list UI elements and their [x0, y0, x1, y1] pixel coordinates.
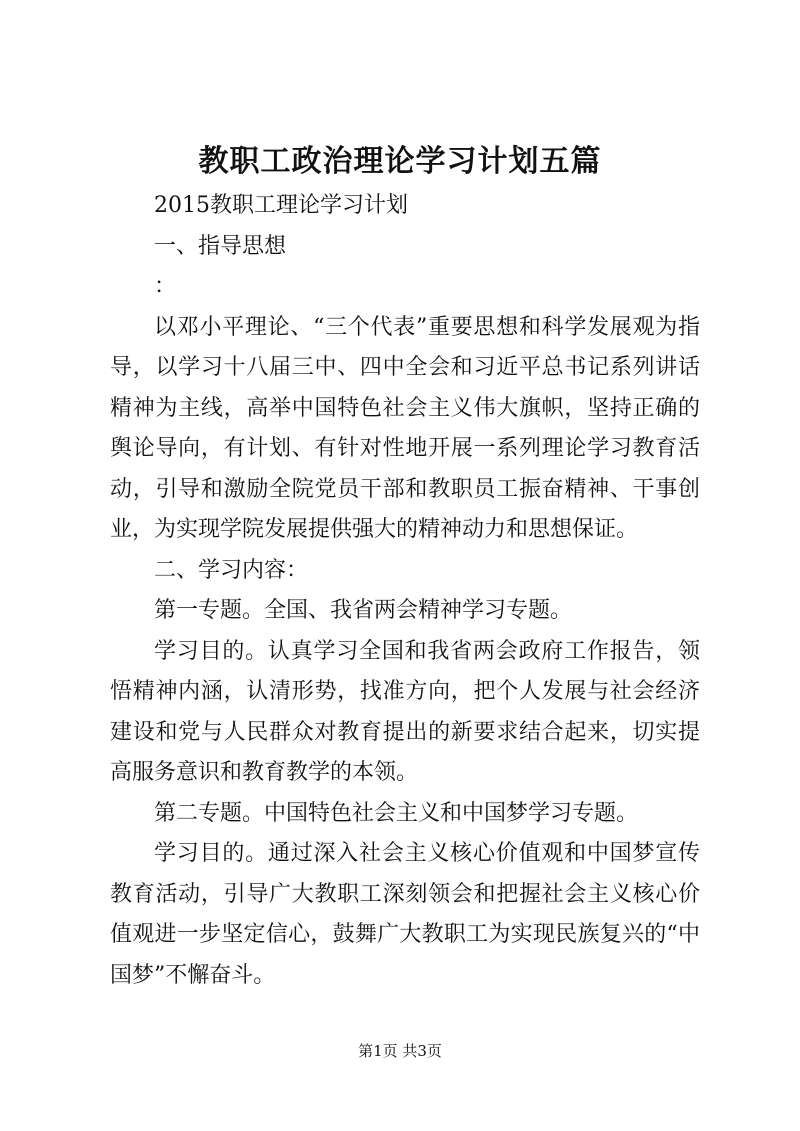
paragraph-colon: ： [154, 274, 177, 299]
paragraph-guiding-ideology: 以邓小平理论、“三个代表”重要思想和科学发展观为指导，以学习十八届三中、四中全会和习近平总书记系列讲话精神为主线，高举中国特色社会主义伟大旗帜，坚持正确的舆论导向，有计划、有针对性地开展一系列理论学习教育活动，引导和激励全院党员干部和教职员工振奋精神、干事创业，为实现学院发展提供强大的精神动力和思想保证。 [110, 314, 700, 542]
section-heading-guiding-ideology: 一、指导思想 [154, 233, 287, 259]
paragraph-topic-two: 第二专题。中国特色社会主义和中国梦学习专题。 [154, 800, 639, 826]
paragraph-topic-two-purpose: 学习目的。通过深入社会主义核心价值观和中国梦宣传教育活动，引导广大教职工深刻领会和把握社会主义核心价值观进一步坚定信心，鼓舞广大教职工为实现民族复兴的“中国梦”不懈奋斗。 [110, 841, 700, 988]
document-body [110, 186, 700, 996]
paragraph-subtitle: 2015教职工理论学习计划 [154, 193, 408, 218]
paragraph-topic-one-purpose: 学习目的。认真学习全国和我省两会政府工作报告，领悟精神内涵，认清形势，找准方向，把个人发展与社会经济建设和党与人民群众对教育提出的新要求结合起来，切实提高服务意识和教育教学的本领。 [110, 638, 700, 785]
section-heading-study-content: 二、学习内容： [154, 557, 309, 583]
page-footer: 第1页 共3页 [358, 1042, 442, 1060]
paragraph-topic-one: 第一专题。全国、我省两会精神学习专题。 [154, 598, 573, 623]
document-title: 教职工政治理论学习计划五篇 [198, 144, 602, 179]
